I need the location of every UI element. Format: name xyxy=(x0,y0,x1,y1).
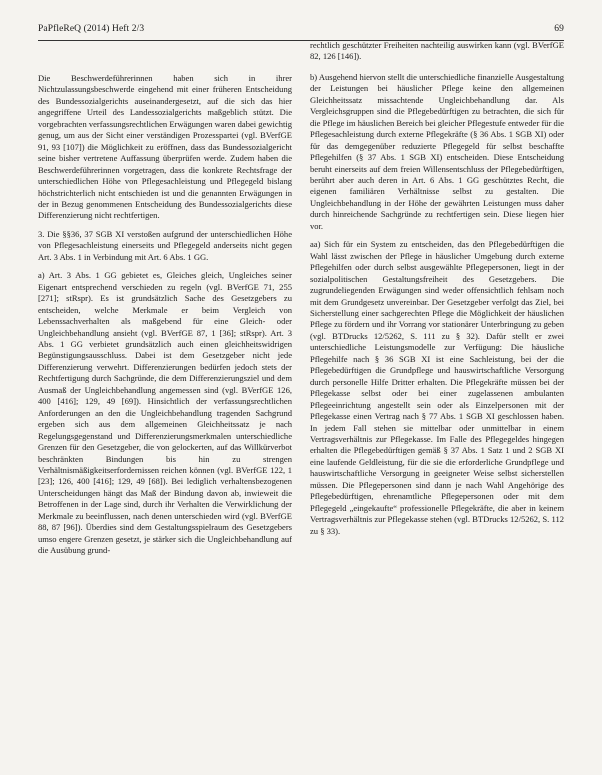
left-column xyxy=(38,73,292,564)
paragraph-section-aa: aa) Sich für ein System zu entscheiden, das den Pflegebedürftigen die Wahl lässt zwischen der Pflege in häuslicher Umgebung durch externe Pflegehilfen oder durch selbst ausgewählte Pflegepersonen, liegt in der sozialpolitischen Gestaltungsfreiheit des Gesetzgebers. Die zugrundeliegenden Erwägungen sind weder offensichtlich fehlsam noch mit dem Grundgesetz unvereinbar. Der Gesetzgeber verfolgt das Ziel, bei Sicherstellung einer sachgerechten Pflege die Möglichkeit der häuslichen Pflege zu fördern und ihr Vorrang vor stationärer Unterbringung zu geben (vgl. BTDrucks 12/5262, S. 111 zu § 32). Dafür stellt er zwei unterschiedliche Leistungsmodelle zur Verfügung: Die häusliche Pflegehilfe nach § 36 SGB XI ist eine Sachleistung, bei der die Pflegebedürftigen die Grundpflege und hauswirtschaftliche Versorgung durch personelle Hilfe Dritter erhalten. Die Pflegekräfte müssen bei der Pflegekasse selbst oder bei einer zugelassenen ambulanten Pflegeeinrichtung angestellt sein oder als Einzelpersonen mit der Pflegekasse einen Vertrag nach § 77 Abs. 1 SGB XI geschlossen haben. In jedem Fall stehen sie mittelbar oder unmittelbar in einem Vertragsverhältnis zur Pflegekasse. Im Falle des Pflegegeldes hingegen erhalten die Pflegebedürftigen gemäß § 37 Abs. 1 Satz 1 und 2 SGB XI eine laufende Geldleistung, für die sie die erforderliche Grundpflege und hauswirtschaftliche Versorgung in geeigneter Weise selbst sicherstellen müssen. Die Pflegepersonen sind dann je nach Wahl Angehörige des Pflegebedürftigen, ehrenamtliche Pflegepersonen oder mit dem Pflegegeld „eingekaufte“ professionelle Pflegekräfte, die aber in keinem Vertragsverhältnis zur Pflegekasse stehen (vgl. BTDrucks 12/5262, S. 112 zu § 33). xyxy=(310,239,564,536)
paragraph-section-3: 3. Die §§36, 37 SGB XI verstoßen aufgrund der unterschiedlichen Höhe von Pflegesachleistung einerseits und Pflegegeld anderseits nicht gegen Art. 3 Abs. 1 in Verbindung mit Art. 6 Abs. 1 GG. xyxy=(38,228,292,262)
paragraph-section-3a: a) Art. 3 Abs. 1 GG gebietet es, Gleiches gleich, Ungleiches seiner Eigenart entsprechend verschieden zu regeln (vgl. BVerfGE 71, 255 [271]; stRspr). Es ist grundsätzlich Sache des Gesetzgebers zu entscheiden, welche Merkmale er beim Vergleich von Lebenssachverhalten als maßgebend für eine Gleich- oder Ungleichbehandlung ansieht (vgl. BVerfGE 87, 1 [36]; stRspr). Art. 3 Abs. 1 GG verbietet grundsätzlich auch einen gleichheitswidrigen Begünstigungsausschluss. Dabei ist dem Gesetzgeber nicht jede Differenzierung verwehrt. Differenzierungen bedürfen jedoch stets der Rechtfertigung durch Sachgründe, die dem Differenzierungsziel und dem Ausmaß der Ungleichbehandlung angemessen sind (vgl. BVerfGE 126, 400 [416]; 129, 49 [69]). Hinsichtlich der verfassungsrechtlichen Anforderungen an den die Ungleichbehandlung tragenden Sachgrund ergeben sich aus dem allgemeinen Gleichheitssatz je nach Regelungsgegenstand und Differenzierungsmerkmalen unterschiedliche Grenzen für den Gesetzgeber, die von gelockerten, auf das Willkürverbot beschränkten Bindungen bis hin zu strengen Verhältnismäßigkeitserfordernissen reichen können (vgl. BVerfGE 122, 1 [23]; 126, 400 [416]; 129, 49 [68]). Bei lediglich verhaltensbezogenen Unterscheidungen hängt das Maß der Bindung davon ab, inwieweit die Betroffenen in der Lage sind, durch ihr Verhalten die Verwirklichung der Merkmale zu beeinflussen, nach denen unterschieden wird (vgl. BVerfGE 88, 87 [96]). Überdies sind dem Gestaltungsspielraum des Gesetzgebers umso engere Grenzen gesetzt, je stärker sich die Ungleichbehandlung auf die Ausübung grund- xyxy=(38,270,292,556)
paragraph-section-b: b) Ausgehend hiervon stellt die unterschiedliche finanzielle Ausgestaltung der Leistungen bei häuslicher Pflege keine den allgemeinen Gleichheitssatz missachtende Ungleichbehandlung dar. Als Vergleichsgruppen sind die Pflegebedürftigen zu betrachten, die sich für die Pflege im häuslichen Bereich bei gleicher Pflegestufe entweder für die Pflegesachleistung durch externe Pflegekräfte (§ 36 Abs. 1 SGB XI) oder für das demgegenüber reduzierte Pflegegeld für selbst beschaffte Pflegehilfen (§ 37 Abs. 1 SGB XI) entscheiden. Diese Entscheidung beruht einerseits auf dem freien Willensentschluss der Pflegebedürftigen, berührt aber auch deren in Art. 6 Abs. 1 GG geschütztes Recht, die eigenen familiären Verhältnisse selbst zu gestalten. Die Ungleichbehandlung in der Höhe der gewährten Leistungen muss daher durch hinreichende Sachgründe zu rechtfertigen sein. Diese liegen hier vor. xyxy=(310,71,564,231)
paragraph-continuation: rechtlich geschützter Freiheiten nachteilig auswirken kann (vgl. BVerfGE 82, 126 [146]). xyxy=(310,40,564,62)
right-column xyxy=(310,40,564,544)
journal-citation: PaPfleReQ (2014) Heft 2/3 xyxy=(38,24,145,34)
paragraph-intro: Die Beschwerdeführerinnen haben sich in ihrer Nichtzulassungsbeschwerde eingehend mit einer früheren Entscheidung des Bundessozialgerichts auseinandergesetzt, auf die sich das hier angegriffene Urteil des Landessozialgerichts maßgeblich stützt. Die vorgebrachten verfassungsrechtlichen Erwägungen waren dabei gewichtig genug, um aus der Sicht einer verständigen Prozesspartei (vgl. BVerfGE 91, 93 [107]) die Möglichkeit zu eröffnen, dass das Bundessozialgericht seine bisher vertretene Auffassung überprüfen werde. Zudem haben die Beschwerdeführerinnen vorgetragen, dass die konkrete Rechtsfrage der unterschiedlichen Höhe von Pflegesachleistung und Pflegegeld bislang höchstrichterlich nicht entschieden ist und die genannten Erwägungen in der in Bezug genommenen Entscheidung des Bundessozialgerichts diese Differenzierung nicht rechtfertigen. xyxy=(38,73,293,221)
running-header xyxy=(38,24,564,40)
page-number: 69 xyxy=(554,24,564,34)
